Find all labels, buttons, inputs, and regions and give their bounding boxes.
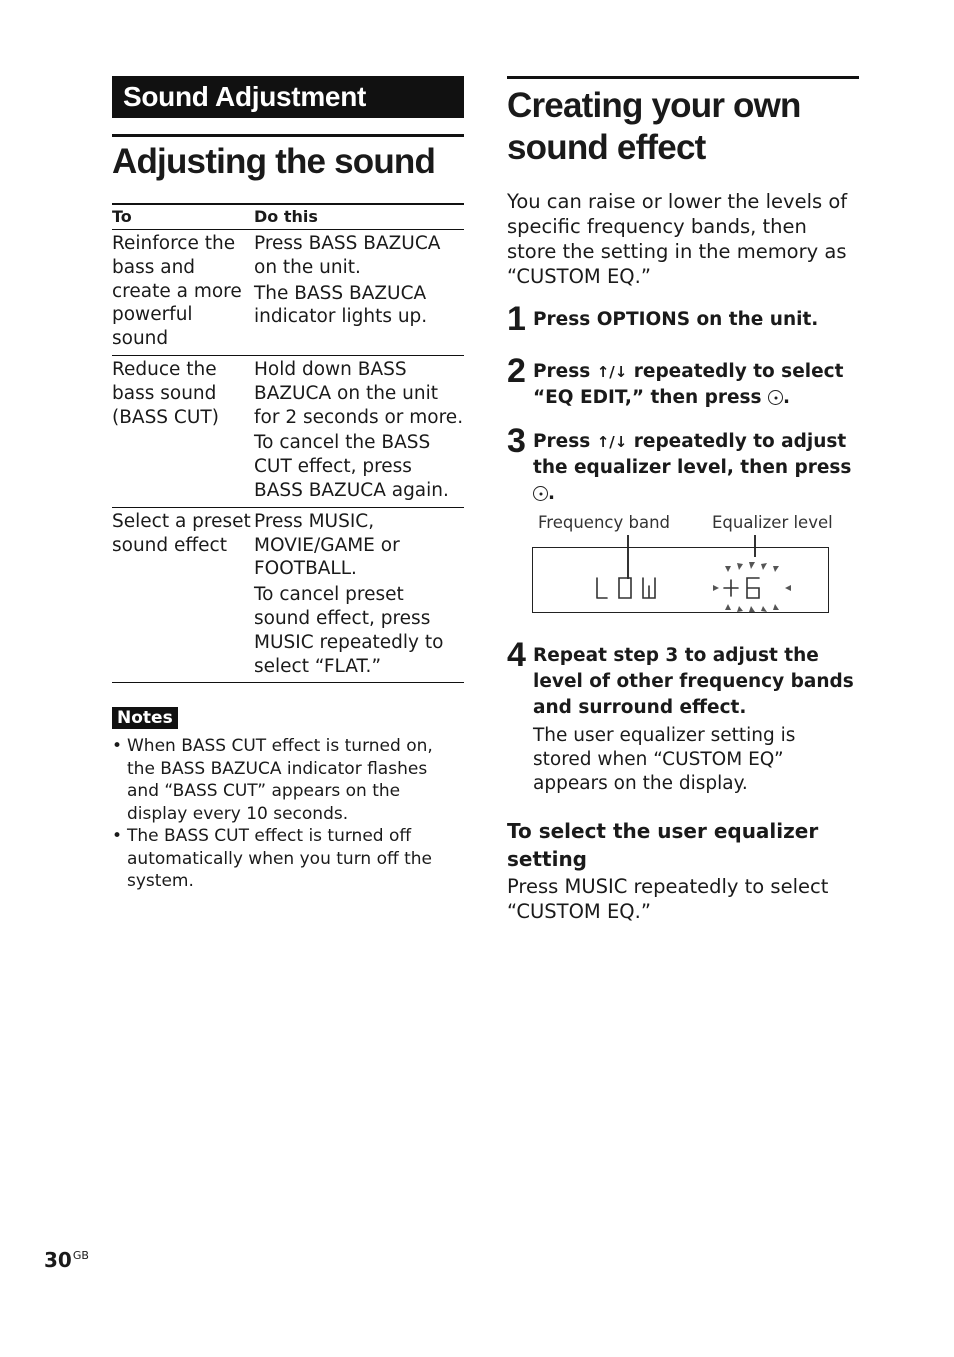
intro-paragraph: You can raise or lower the levels of specific frequency bands, then store the setting in the memory as “CUSTOM EQ.” [507, 190, 848, 288]
table-row [112, 230, 464, 356]
table-header-row [112, 204, 464, 230]
table-cell-text: Press BASS BAZUCA on the unit. [254, 233, 441, 278]
note-item: • The BASS CUT effect is turned off automatically when you turn off the system. [112, 825, 464, 893]
step-text-part: . [548, 483, 556, 504]
table-row [112, 355, 464, 507]
lcd-display [532, 547, 829, 613]
right-column [507, 76, 859, 924]
step-text-part: . [783, 387, 791, 408]
step-text-part: Press [533, 431, 597, 452]
enter-button-icon [768, 390, 783, 405]
step-number: 4 [507, 636, 525, 674]
lcd-segments-icon [533, 548, 829, 612]
up-down-arrows-icon: ↑/↓ [596, 433, 628, 451]
table-cell-text: Hold down BASS BAZUCA on the unit for 2 seconds or more. [254, 358, 464, 428]
page-region-code: GB [72, 1249, 89, 1262]
table-cell-do [254, 507, 464, 683]
step-number: 2 [507, 352, 525, 390]
step-text: Press OPTIONS on the unit. [533, 309, 819, 330]
subheading: To select the user equalizer setting [507, 819, 819, 872]
page-heading: Adjusting the sound [112, 142, 436, 181]
table-cell-text: The BASS BAZUCA indicator lights up. [254, 282, 428, 328]
step-text-part: repeatedly to adjust the equalizer level, then press [533, 431, 852, 478]
page-number-value: 30 [44, 1248, 72, 1272]
heading-rule [507, 76, 859, 79]
note-item: • When BASS CUT effect is turned on, the BASS BAZUCA indicator flashes and “BASS CUT” appears on the display every 10 seconds. [112, 735, 464, 825]
step-4 [507, 636, 859, 795]
step-2 [507, 352, 859, 411]
frequency-band-label: Frequency band [538, 513, 670, 532]
step-text: Repeat step 3 to adjust the level of other frequency bands and surround effect. [533, 645, 854, 718]
table-cell-to: Reduce the bass sound (BASS CUT) [112, 355, 254, 507]
table-cell-to: Reinforce the bass and create a more powerful sound [112, 230, 254, 356]
table-cell-do [254, 355, 464, 507]
step-number: 1 [507, 300, 525, 338]
table-header-to: To [112, 204, 254, 230]
step-text [533, 359, 859, 411]
subheading-body: Press MUSIC repeatedly to select “CUSTOM EQ.” [507, 875, 829, 924]
step-text [533, 429, 859, 507]
section-title: Sound Adjustment [112, 76, 464, 118]
step-text-part: repeatedly to select “EQ EDIT,” then press [533, 361, 844, 408]
notes-list [112, 735, 464, 893]
table-row [112, 507, 464, 683]
heading-rule [112, 134, 464, 137]
table-cell-do [254, 230, 464, 356]
notes-label: Notes [112, 707, 178, 729]
step-text-part: Press [533, 361, 597, 382]
page-number [44, 1248, 89, 1272]
table-cell-to: Select a preset sound effect [112, 507, 254, 683]
table-header-do: Do this [254, 204, 464, 230]
step-body: The user equalizer setting is stored when “CUSTOM EQ” appears on the display. [533, 725, 796, 794]
step-1 [507, 300, 859, 338]
enter-button-icon [533, 486, 548, 501]
step-3 [507, 422, 859, 507]
left-column [112, 76, 464, 893]
step-number: 3 [507, 422, 525, 460]
table-cell-text: Press MUSIC, MOVIE/GAME or FOOTBALL. [254, 510, 400, 580]
table-cell-text: To cancel preset sound effect, press MUSIC repeatedly to select “FLAT.” [254, 584, 444, 677]
sound-table [112, 203, 464, 683]
section-heading-line2: sound effect [507, 128, 706, 167]
display-figure [532, 513, 859, 625]
equalizer-level-label: Equalizer level [712, 513, 833, 532]
table-cell-text: To cancel the BASS CUT effect, press BASS BAZUCA again. [254, 432, 449, 501]
up-down-arrows-icon: ↑/↓ [596, 363, 628, 381]
section-heading-line1: Creating your own [507, 86, 801, 125]
